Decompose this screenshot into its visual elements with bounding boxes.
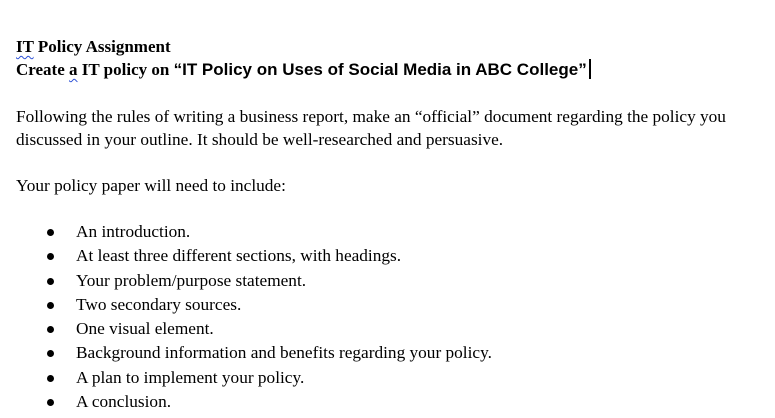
list-item [16,244,766,268]
list-item-text: Two secondary sources. [76,294,242,314]
document-body[interactable] [16,36,766,414]
list-item [16,220,766,244]
list-item-text: A conclusion. [76,392,172,412]
bullet-icon [47,399,54,406]
bullet-icon [47,326,54,333]
list-item [16,341,766,365]
bullet-icon [47,278,54,285]
text-cursor [589,59,591,79]
subtitle-prefix: Create [16,60,70,79]
list-item-text: Background information and benefits regarding your policy. [76,343,492,363]
list-item [16,390,766,414]
subtitle-mid: IT policy on [77,60,174,79]
bullet-icon [47,229,54,236]
intro-paragraph: Following the rules of writing a business report, make an “official” document regarding the policy you discussed in your outline. It should be well-researched and persuasive. [16,107,726,149]
spellcheck-flagged-word[interactable]: a [69,60,78,79]
bullet-icon [47,350,54,357]
bullet-icon [47,375,54,382]
title-text [16,37,171,56]
include-heading: Your policy paper will need to include: [16,176,286,195]
list-item [16,269,766,293]
list-item-text: Your problem/purpose statement. [76,270,307,290]
document-subtitle [16,58,766,82]
subtitle-quoted-topic: “IT Policy on Uses of Social Media in ABC College” [173,60,587,79]
list-item [16,366,766,390]
list-item-text: A plan to implement your policy. [76,367,305,387]
list-item-text: At least three different sections, with headings. [76,246,402,266]
bullet-icon [47,253,54,260]
document-title [16,36,766,58]
list-item-text: An introduction. [76,222,191,241]
bullet-icon [47,302,54,309]
requirements-list [16,220,766,414]
title-rest: Policy Assignment [33,37,171,56]
list-item [16,293,766,317]
spellcheck-flagged-title-word[interactable]: IT [16,37,34,56]
list-item-text: One visual element. [76,319,214,339]
list-item [16,317,766,341]
